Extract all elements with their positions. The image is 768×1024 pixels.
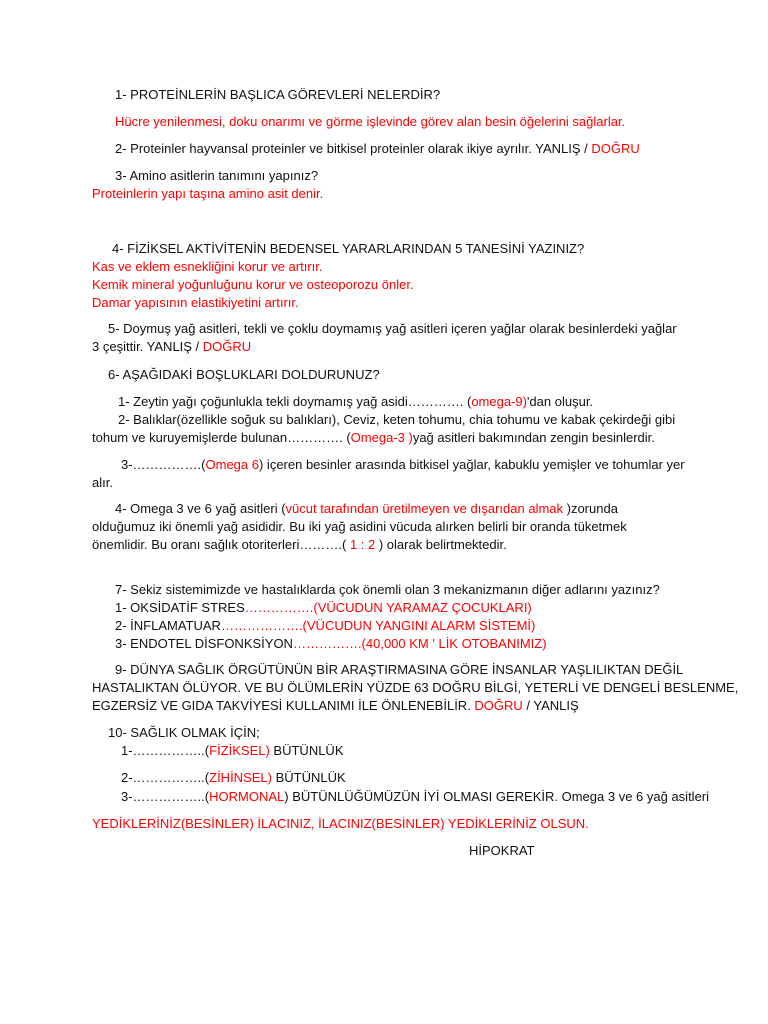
q10-item-suffix: ) BÜTÜNLÜĞÜMÜZÜN İYİ OLMASI GEREKİR. Omega 3 ve 6 yağ asitleri xyxy=(284,789,710,804)
q10-item-text: 2-……………..( xyxy=(121,770,210,785)
q7-item xyxy=(115,635,547,652)
answer-1: Hücre yenilenmesi, doku onarımı ve görme işlevinde görev alan besin öğelerini sağlarlar. xyxy=(115,114,626,129)
q10-item xyxy=(121,742,344,759)
q6-item-3-suffix: ) içeren besinler arasında bitkisel yağlar, kabuklu yemişler ve tohumlar yer xyxy=(258,457,685,472)
q6-item-1-suffix: 'dan oluşur. xyxy=(526,394,594,409)
question-2 xyxy=(115,140,640,157)
answer-4-item: Kas ve eklem esnekliğini korur ve artırır. xyxy=(92,259,323,274)
quote-text: YEDİKLERİNİZ(BESİNLER) İLACINIZ, İLACINIZ(BESİNLER) YEDİKLERİNİZ OLSUN. xyxy=(92,816,589,831)
q6-item-4-text: 4- Omega 3 ve 6 yağ asitleri ( xyxy=(115,501,286,516)
question-5-line-2 xyxy=(92,338,251,355)
question-3: 3- Amino asitlerin tanımını yapınız? xyxy=(115,168,319,183)
q7-item-label: 1- OKSİDATİF STRES xyxy=(115,600,245,615)
answer-4-item: Damar yapısının elastikiyetini artırır. xyxy=(92,295,299,310)
q10-item-suffix: BÜTÜNLÜK xyxy=(271,770,346,785)
q6-item-1 xyxy=(118,393,593,410)
question-9-suffix: / YANLIŞ xyxy=(522,698,579,713)
q10-item xyxy=(121,769,346,786)
q6-item-4-line-3-suffix: ) olarak belirtmektedir. xyxy=(375,537,507,552)
question-5-line-1: 5- Doymuş yağ asitleri, tekli ve çoklu doymamış yağ asitleri içeren yağlar olarak besinlerdeki yağlar xyxy=(108,321,677,336)
q6-item-3-line-2: alır. xyxy=(92,475,113,490)
q6-item-3-line-1 xyxy=(121,456,685,473)
q6-item-4-suffix: )zorunda xyxy=(566,501,618,516)
q7-item xyxy=(115,617,535,634)
q6-item-4-line-1 xyxy=(115,500,618,517)
q6-item-1-answer: omega-9) xyxy=(471,394,527,409)
q10-item-answer: FİZİKSEL) xyxy=(209,743,270,758)
q7-item xyxy=(115,599,532,616)
q10-item-text: 1-……………..( xyxy=(121,743,210,758)
answer-3: Proteinlerin yapı taşına amino asit denir. xyxy=(92,186,324,201)
q6-item-4-line-2: olduğumuz iki önemli yağ asididir. Bu iki yağ asidini vücuda alırken belirli bir oranda tüketmek xyxy=(92,519,627,534)
q6-item-2-suffix: yağ asitleri bakımından zengin besinlerdir. xyxy=(412,430,655,445)
q10-item-answer: HORMONAL xyxy=(209,789,285,804)
question-6-title: 6- AŞAĞIDAKİ BOŞLUKLARI DOLDURUNUZ? xyxy=(108,367,380,382)
q6-item-2-text: tohum ve kuruyemişlerde bulunan…………. ( xyxy=(92,430,351,445)
question-9-text: EGZERSİZ VE GIDA TAKVİYESİ KULLANIMI İLE ÖNLENEBİLİR. xyxy=(92,698,475,713)
answer-9: DOĞRU xyxy=(474,698,523,713)
answer-4-item: Kemik mineral yoğunluğunu korur ve osteoporozu önler. xyxy=(92,277,414,292)
question-10-title: 10- SAĞLIK OLMAK İÇİN; xyxy=(108,725,260,740)
quote-author: HİPOKRAT xyxy=(469,843,535,858)
q10-item-text: 3-……………..( xyxy=(121,789,210,804)
question-1: 1- PROTEİNLERİN BAŞLICA GÖREVLERİ NELERDİR? xyxy=(115,87,441,102)
q6-item-3-answer: Omega 6 xyxy=(205,457,259,472)
question-9-line-2: HASTALIKTAN ÖLÜYOR. VE BU ÖLÜMLERİN YÜZDE 63 DOĞRU BİLGİ, YETERLİ VE DENGELİ BESLENME, xyxy=(92,680,739,695)
question-9-line-3 xyxy=(92,697,579,714)
q7-item-label: 2- İNFLAMATUAR xyxy=(115,618,221,633)
q6-item-2-line-2 xyxy=(92,429,655,446)
question-4: 4- FİZİKSEL AKTİVİTENİN BEDENSEL YARARLARINDAN 5 TANESİNİ YAZINIZ? xyxy=(112,241,585,256)
q7-item-answer: …………….(VÜCUDUN YARAMAZ ÇOCUKLARI) xyxy=(244,600,532,615)
q6-item-4-answer: vücut tarafından üretilmeyen ve dışarıdan almak xyxy=(285,501,567,516)
question-7: 7- Sekiz sistemimizde ve hastalıklarda çok önemli olan 3 mekanizmanın diğer adlarını yazınız? xyxy=(115,582,660,597)
q6-item-2-answer: Omega-3 ) xyxy=(350,430,413,445)
q10-item-suffix: BÜTÜNLÜK xyxy=(269,743,344,758)
q10-item xyxy=(121,788,709,805)
q10-item-answer: ZİHİNSEL) xyxy=(209,770,272,785)
q7-item-answer: …………….(40,000 KM ' LİK OTOBANIMIZ) xyxy=(292,636,547,651)
q7-item-label: 3- ENDOTEL DİSFONKSİYON xyxy=(115,636,293,651)
q6-item-3-text: 3-…………….( xyxy=(121,457,206,472)
answer-2: DOĞRU xyxy=(591,141,640,156)
q7-item-answer: ……………….(VÜCUDUN YANGINI ALARM SİSTEMİ) xyxy=(220,618,536,633)
q6-item-4-line-3 xyxy=(92,536,507,553)
q6-item-4-ratio-answer: 1 : 2 xyxy=(349,537,376,552)
q6-item-1-text: 1- Zeytin yağı çoğunlukla tekli doymamış yağ asidi…………. ( xyxy=(118,394,472,409)
q6-item-4-line-3-text: önemlidir. Bu oranı sağlık otoriterleri……….( xyxy=(92,537,350,552)
question-2-text: 2- Proteinler hayvansal proteinler ve bitkisel proteinler olarak ikiye ayrılır. YANLIŞ / xyxy=(115,141,592,156)
answer-5: DOĞRU xyxy=(202,339,252,354)
question-5-text: 3 çeşittir. YANLIŞ / xyxy=(92,339,203,354)
q6-item-2-line-1: 2- Balıklar(özellikle soğuk su balıkları), Ceviz, keten tohumu, chia tohumu ve kabak çekirdeği gibi xyxy=(118,412,676,427)
question-9-line-1: 9- DÜNYA SAĞLIK ÖRGÜTÜNÜN BİR ARAŞTIRMASINA GÖRE İNSANLAR YAŞLILIKTAN DEĞİL xyxy=(115,662,684,677)
